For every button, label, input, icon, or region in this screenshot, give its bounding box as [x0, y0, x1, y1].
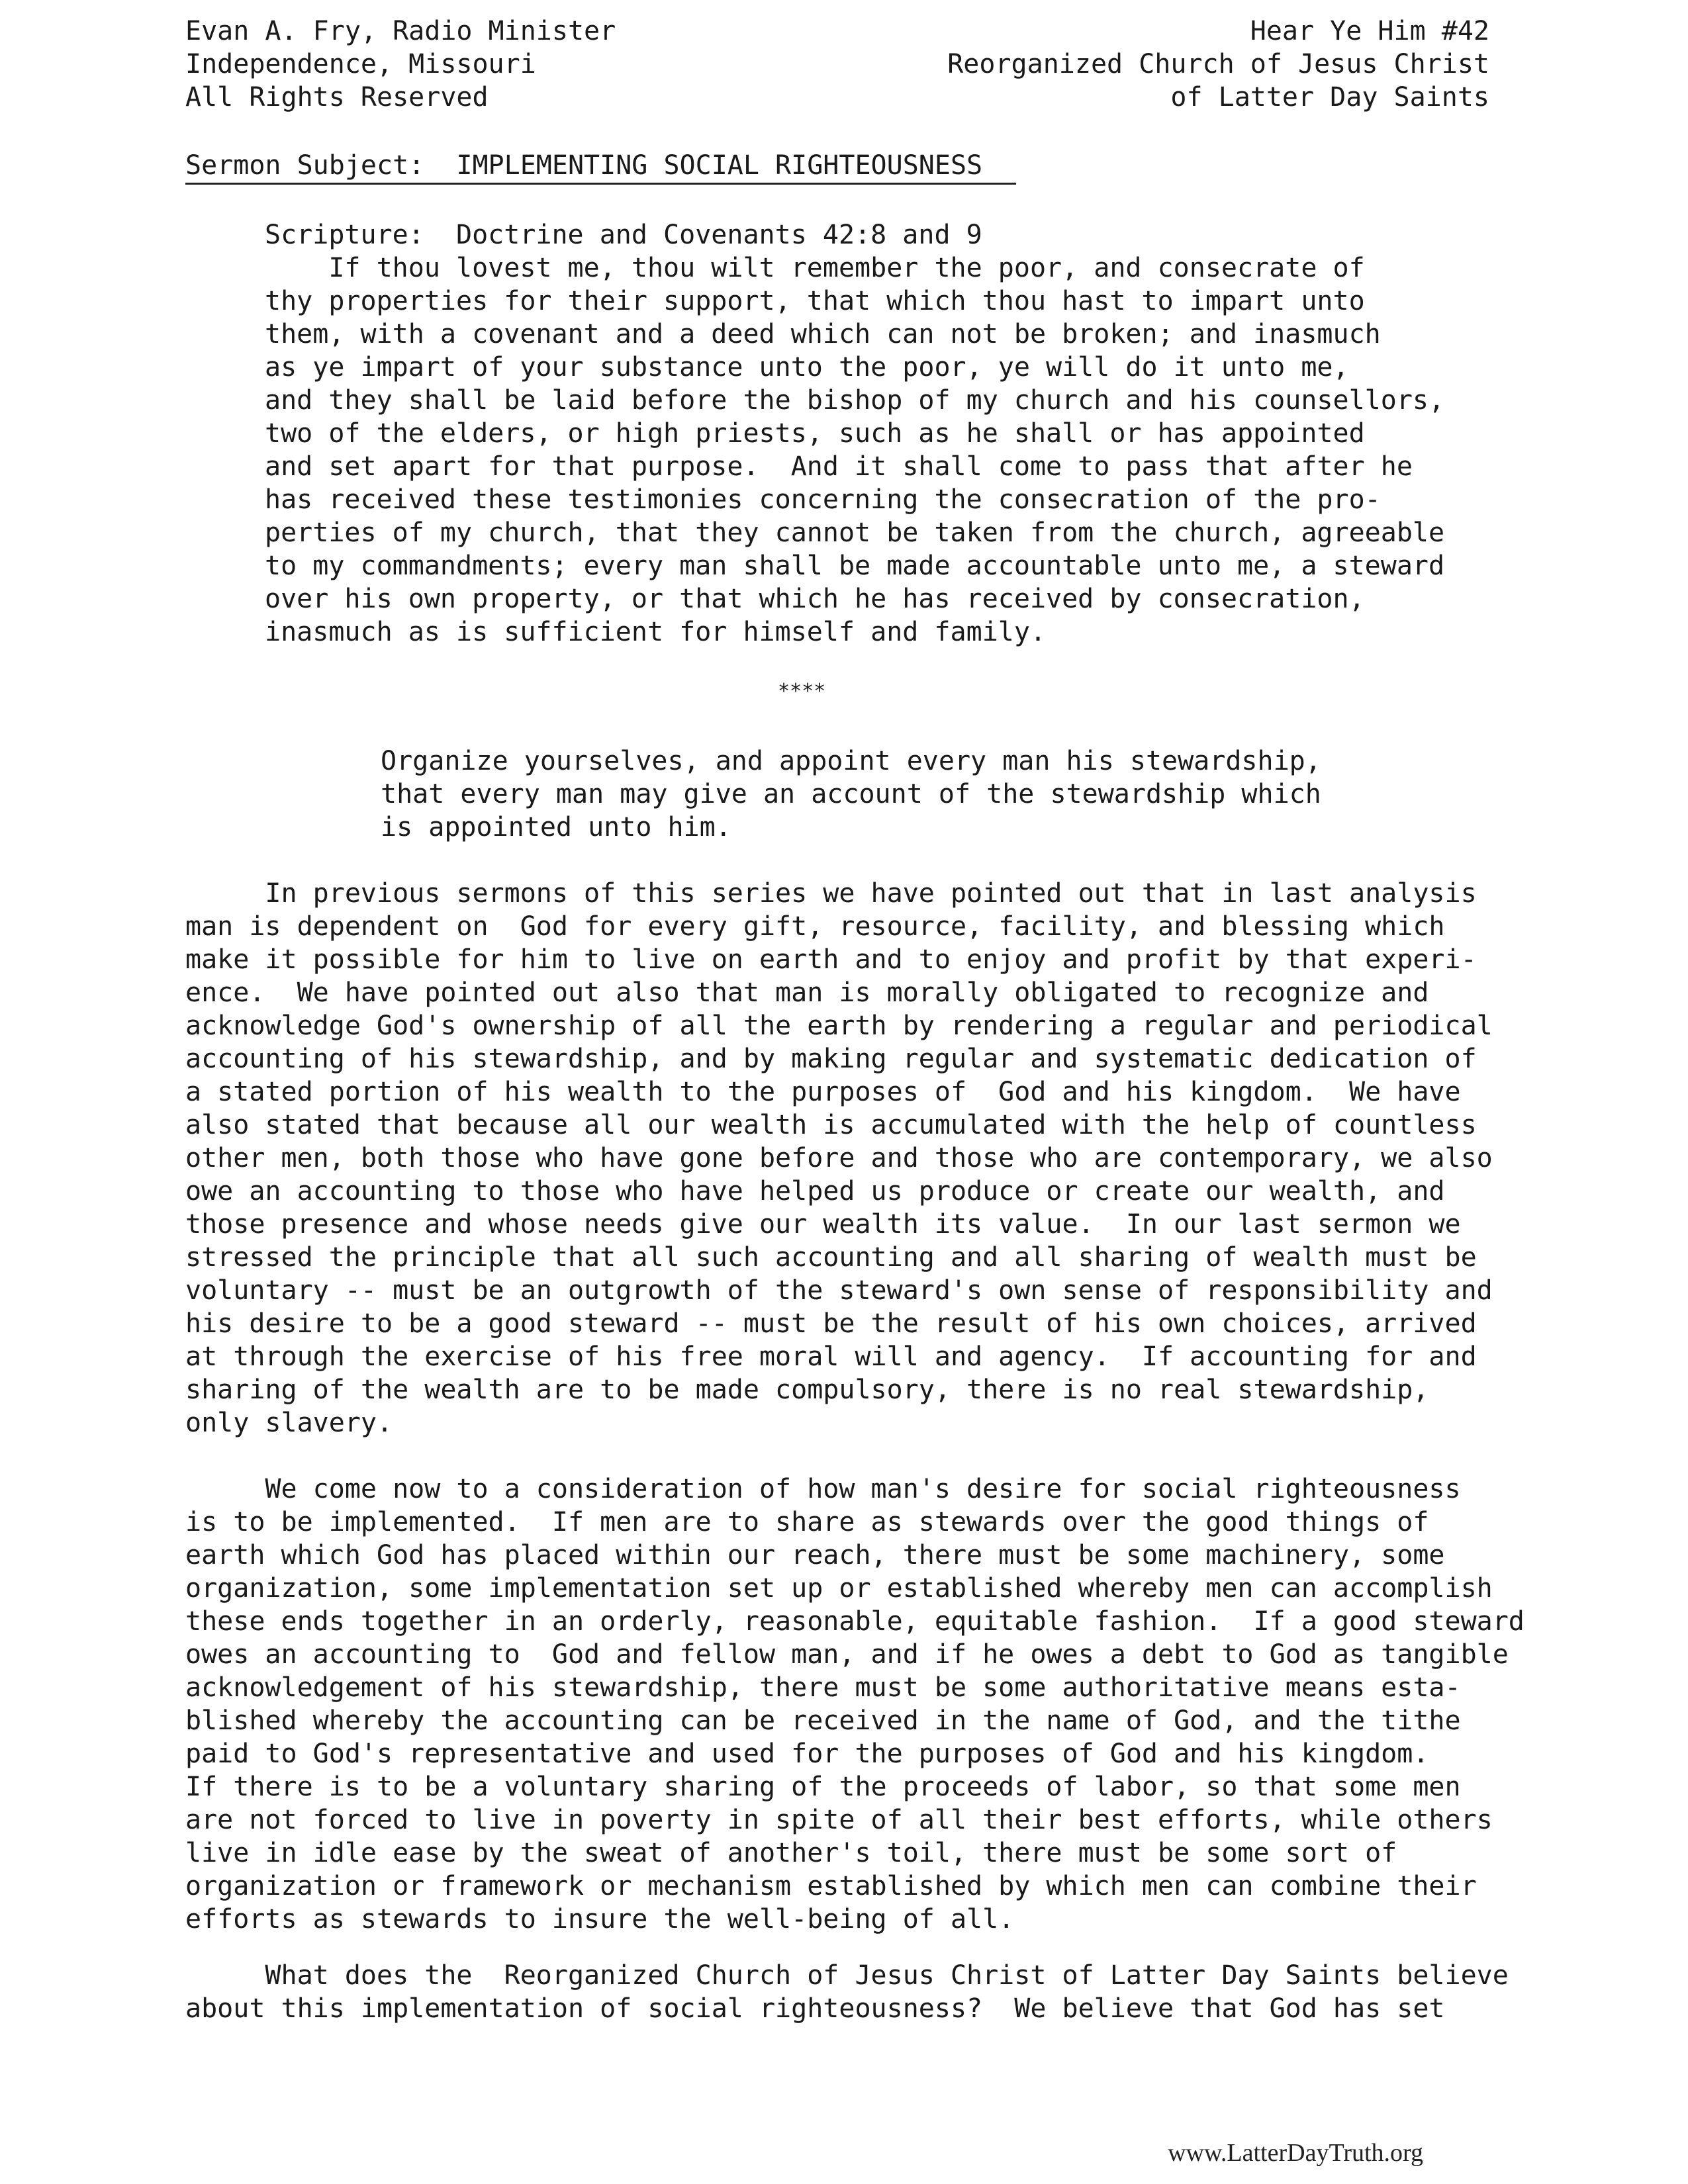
paragraph-line: stressed the principle that all such accounting and all sharing of wealth must be	[185, 1242, 1477, 1273]
paragraph-line: What does the Reorganized Church of Jesus Christ of Latter Day Saints believe	[185, 1960, 1509, 1991]
paragraph-line: a stated portion of his wealth to the purposes of God and his kingdom. We have	[185, 1077, 1461, 1107]
scripture-line: two of the elders, or high priests, such as he shall or has appointed	[265, 418, 1365, 449]
paragraph-line: If there is to be a voluntary sharing of the proceeds of labor, so that some men	[185, 1772, 1461, 1802]
scripture-line: inasmuch as is sufficient for himself and family.	[265, 617, 1047, 647]
section-separator: ****	[778, 680, 826, 703]
paragraph-line: owe an accounting to those who have helped us produce or create our wealth, and	[185, 1176, 1445, 1206]
scripture-passage	[265, 251, 1444, 649]
paragraph-1	[185, 877, 1493, 1439]
paragraph-line: paid to God's representative and used for the purposes of God and his kingdom.	[185, 1739, 1429, 1769]
quote-line: Organize yourselves, and appoint every man his stewardship,	[381, 746, 1321, 776]
paragraph-line: ence. We have pointed out also that man is morally obligated to recognize and	[185, 978, 1429, 1008]
paragraph-line: accounting of his stewardship, and by making regular and systematic dedication of	[185, 1044, 1477, 1074]
paragraph-line: those presence and whose needs give our wealth its value. In our last sermon we	[185, 1209, 1461, 1240]
paragraph-line: acknowledgement of his stewardship, there must be some authoritative means esta-	[185, 1672, 1461, 1703]
paragraph-line: other men, both those who have gone before and those who are contemporary, we also	[185, 1143, 1493, 1173]
quote-block	[381, 745, 1321, 844]
paragraph-line: We come now to a consideration of how man's desire for social righteousness	[185, 1474, 1461, 1504]
quote-line: that every man may give an account of the stewardship which	[381, 779, 1321, 809]
paragraph-line: his desire to be a good steward -- must be the result of his own choices, arrived	[185, 1308, 1477, 1339]
paragraph-line: acknowledge God's ownership of all the earth by rendering a regular and periodical	[185, 1011, 1493, 1041]
sermon-subject: Sermon Subject: IMPLEMENTING SOCIAL RIGHTEOUSNESS	[185, 150, 983, 181]
paragraph-line: sharing of the wealth are to be made compulsory, there is no real stewardship,	[185, 1375, 1429, 1405]
paragraph-line: are not forced to live in poverty in spite of all their best efforts, while others	[185, 1805, 1493, 1835]
quote-line: is appointed unto him.	[381, 812, 731, 842]
paragraph-line: organization or framework or mechanism established by which men can combine their	[185, 1871, 1477, 1901]
scripture-line: as ye impart of your substance unto the poor, ye will do it unto me,	[265, 352, 1349, 383]
church-line-1: Reorganized Church of Jesus Christ	[947, 49, 1489, 79]
scripture-line: them, with a covenant and a deed which can not be broken; and inasmuch	[265, 319, 1381, 349]
header-right	[947, 15, 1489, 114]
paragraph-line: is to be implemented. If men are to share as stewards over the good things of	[185, 1507, 1429, 1537]
paragraph-line: organization, some implementation set up or established whereby men can accomplish	[185, 1573, 1493, 1604]
scripture-line: thy properties for their support, that which thou hast to impart unto	[265, 286, 1365, 316]
footer-url: www.LatterDayTruth.org	[1168, 2139, 1423, 2167]
paragraph-line: efforts as stewards to insure the well-being of all.	[185, 1904, 1015, 1934]
paragraph-line: live in idle ease by the sweat of another's toil, there must be some sort of	[185, 1838, 1397, 1868]
church-line-2: of Latter Day Saints	[1170, 82, 1489, 113]
paragraph-line: earth which God has placed within our reach, there must be some machinery, some	[185, 1540, 1445, 1570]
scripture-heading	[265, 218, 982, 251]
subject-underline	[185, 183, 1016, 185]
scripture-line: has received these testimonies concerning the consecration of the pro-	[265, 484, 1381, 515]
paragraph-line: owes an accounting to God and fellow man, and if he owes a debt to God as tangible	[185, 1639, 1509, 1670]
location-line: Independence, Missouri	[185, 49, 536, 79]
scripture-heading-text: Scripture: Doctrine and Covenants 42:8 and 9	[265, 220, 982, 250]
paragraph-line: In previous sermons of this series we have pointed out that in last analysis	[185, 878, 1477, 909]
scripture-line: If thou lovest me, thou wilt remember the poor, and consecrate of	[265, 253, 1365, 283]
paragraph-line: man is dependent on God for every gift, resource, facility, and blessing which	[185, 911, 1445, 942]
scripture-line: perties of my church, that they cannot be taken from the church, agreeable	[265, 518, 1445, 548]
paragraph-line: only slavery.	[185, 1408, 393, 1438]
scripture-line: and set apart for that purpose. And it shall come to pass that after he	[265, 451, 1413, 482]
paragraph-line: at through the exercise of his free moral will and agency. If accounting for and	[185, 1342, 1477, 1372]
scripture-line: and they shall be laid before the bishop of my church and his counsellors,	[265, 385, 1445, 416]
author-line: Evan A. Fry, Radio Minister	[185, 16, 616, 46]
scripture-line: to my commandments; every man shall be made accountable unto me, a steward	[265, 551, 1445, 581]
header-left	[185, 15, 616, 114]
rights-line: All Rights Reserved	[185, 82, 489, 113]
scripture-line: over his own property, or that which he has received by consecration,	[265, 584, 1365, 614]
paragraph-line: blished whereby the accounting can be received in the name of God, and the tithe	[185, 1706, 1461, 1736]
paragraph-line: voluntary -- must be an outgrowth of the steward's own sense of responsibility and	[185, 1275, 1493, 1306]
paragraph-3	[185, 1959, 1509, 2025]
paragraph-line: these ends together in an orderly, reasonable, equitable fashion. If a good steward	[185, 1606, 1524, 1637]
series-line: Hear Ye Him #42	[1250, 16, 1489, 46]
paragraph-line: make it possible for him to live on earth and to enjoy and profit by that experi-	[185, 944, 1477, 975]
paragraph-line: also stated that because all our wealth is accumulated with the help of countless	[185, 1110, 1477, 1140]
paragraph-line: about this implementation of social righteousness? We believe that God has set	[185, 1993, 1445, 2024]
paragraph-2	[185, 1473, 1524, 1936]
